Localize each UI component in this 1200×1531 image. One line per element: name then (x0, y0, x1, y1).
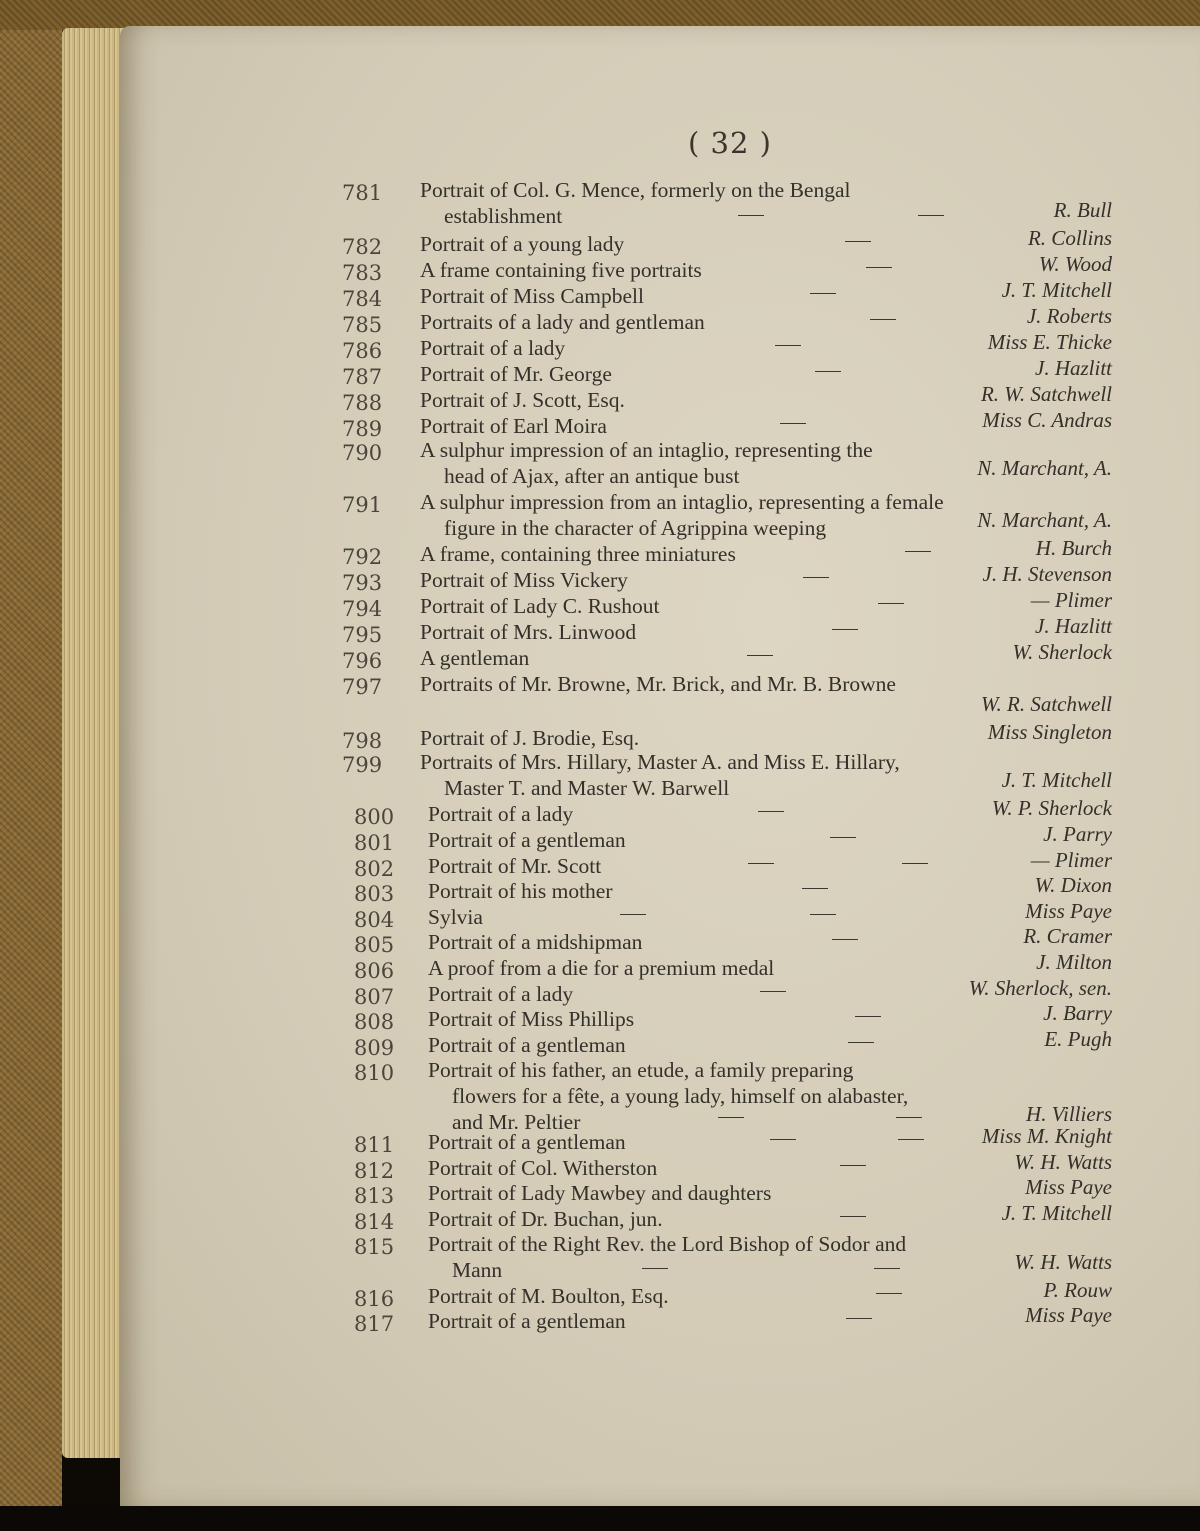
entry-title: Portrait of Dr. Buchan, jun. (428, 1207, 663, 1231)
leader-dash (846, 1318, 872, 1319)
leader-dash (780, 423, 806, 424)
entry-artist: R. Cramer (1023, 924, 1112, 948)
leader-dash (866, 267, 892, 268)
entry-number: 811 (354, 1133, 395, 1157)
entry-artist: J. Milton (1036, 950, 1112, 974)
entry-number: 793 (342, 571, 383, 595)
leader-dash (718, 1117, 744, 1118)
entry-title: Portraits of Mrs. Hillary, Master A. and Miss E. Hillary, (420, 750, 900, 774)
entry-artist: N. Marchant, A. (977, 508, 1112, 532)
entry-artist: W. H. Watts (1014, 1250, 1112, 1274)
entry-title: Portrait of M. Boulton, Esq. (428, 1284, 669, 1308)
leader-dash (758, 811, 784, 812)
entry-number: 797 (342, 675, 383, 699)
entry-number: 812 (354, 1159, 395, 1183)
entry-artist: W. H. Watts (1014, 1150, 1112, 1174)
leader-dash (918, 215, 944, 216)
entry-title: Portrait of Mrs. Linwood (420, 620, 637, 644)
entry-title: A proof from a die for a premium medal (428, 956, 775, 980)
entry-artist: Miss C. Andras (982, 408, 1112, 432)
entry-title: Portraits of Mr. Browne, Mr. Brick, and Mr. B. Browne (420, 672, 896, 696)
entry-number: 807 (354, 985, 395, 1009)
leader-dash (874, 1268, 900, 1269)
entry-number: 783 (342, 261, 383, 285)
entry-title: Portrait of Earl Moira (420, 414, 607, 438)
leader-dash (845, 241, 871, 242)
entry-number: 808 (354, 1010, 395, 1034)
entry-title: Portraits of a lady and gentleman (420, 310, 705, 334)
entry-number: 803 (354, 882, 395, 906)
entry-title: Portrait of a gentleman (428, 1130, 626, 1154)
entry-title: Portrait of a lady (428, 802, 574, 826)
entry-number: 798 (342, 729, 383, 753)
leader-dash (770, 1139, 796, 1140)
entry-title-continued: head of Ajax, after an antique bust (444, 464, 740, 488)
leader-dash (830, 837, 856, 838)
entry-title: Portrait of J. Scott, Esq. (420, 388, 625, 412)
entry-title: Portrait of Miss Campbell (420, 284, 644, 308)
leader-dash (848, 1042, 874, 1043)
entry-artist: — Plimer (1030, 848, 1112, 872)
leader-dash (905, 551, 931, 552)
entry-number: 814 (354, 1210, 395, 1234)
leader-dash (902, 863, 928, 864)
entry-number: 809 (354, 1036, 395, 1060)
leader-dash (870, 319, 896, 320)
entry-artist: Miss Paye (1025, 1303, 1112, 1327)
entry-artist: H. Villiers (1026, 1102, 1112, 1126)
entry-title: Portrait of Mr. Scott (428, 854, 602, 878)
entry-artist: R. Bull (1053, 198, 1112, 222)
entry-number: 786 (342, 339, 383, 363)
entry-title: Portrait of Miss Phillips (428, 1007, 635, 1031)
entry-title-continued: Master T. and Master W. Barwell (444, 776, 730, 800)
entry-number: 806 (354, 959, 395, 983)
entry-artist: Miss Paye (1025, 899, 1112, 923)
entry-number: 795 (342, 623, 383, 647)
leader-dash (832, 939, 858, 940)
entry-title-continued: and Mr. Peltier (452, 1110, 581, 1134)
entry-artist: J. T. Mitchell (1001, 768, 1112, 792)
entry-number: 813 (354, 1184, 395, 1208)
entry-number: 816 (354, 1287, 395, 1311)
entry-artist: W. Dixon (1034, 873, 1112, 897)
entry-title: Portrait of a gentleman (428, 1033, 626, 1057)
entry-title: A frame, containing three miniatures (420, 542, 736, 566)
entry-artist: J. T. Mitchell (1001, 278, 1112, 302)
entry-number: 791 (342, 493, 383, 517)
entry-artist: W. Sherlock (1012, 640, 1112, 664)
leader-dash (898, 1139, 924, 1140)
entry-number: 804 (354, 908, 395, 932)
entry-artist: R. Collins (1027, 226, 1112, 250)
entry-artist: P. Rouw (1043, 1278, 1112, 1302)
entry-artist: J. Roberts (1026, 304, 1112, 328)
leader-dash (748, 863, 774, 864)
leader-dash (810, 293, 836, 294)
entry-title: Portrait of Miss Vickery (420, 568, 628, 592)
entry-title-continued: figure in the character of Agrippina weeping (444, 516, 827, 540)
leader-dash (747, 655, 773, 656)
entry-number: 805 (354, 933, 395, 957)
entry-number: 782 (342, 235, 383, 259)
entry-artist: N. Marchant, A. (977, 456, 1112, 480)
entry-title: Portrait of a lady (420, 336, 566, 360)
entry-artist: Miss Singleton (987, 720, 1112, 744)
entry-artist: J. Parry (1043, 822, 1112, 846)
entry-title: Sylvia (428, 905, 483, 929)
leader-dash (840, 1216, 866, 1217)
entry-artist: — Plimer (1030, 588, 1112, 612)
entry-number: 810 (354, 1061, 395, 1085)
entry-artist: H. Burch (1035, 536, 1112, 560)
entry-title: Portrait of a midshipman (428, 930, 643, 954)
entry-artist: R. W. Satchwell (980, 382, 1112, 406)
leader-dash (738, 215, 764, 216)
entry-artist: W. R. Satchwell (980, 692, 1112, 716)
entry-title: Portrait of Col. Witherston (428, 1156, 658, 1180)
entry-artist: Miss E. Thicke (987, 330, 1112, 354)
entry-number: 815 (354, 1235, 395, 1259)
leader-dash (642, 1268, 668, 1269)
leader-dash (815, 371, 841, 372)
entry-number: 796 (342, 649, 383, 673)
entry-title: Portrait of a gentleman (428, 1309, 626, 1333)
leader-dash (896, 1117, 922, 1118)
entry-title: Portrait of his mother (428, 879, 613, 903)
entry-title: Portrait of Mr. George (420, 362, 612, 386)
entry-number: 801 (354, 831, 395, 855)
entry-artist: J. Hazlitt (1035, 356, 1112, 380)
entry-title-continued: establishment (444, 204, 563, 228)
entry-title-continued: flowers for a fête, a young lady, himself on alabaster, (452, 1084, 909, 1108)
entry-artist: W. P. Sherlock (991, 796, 1112, 820)
entry-title: A gentleman (420, 646, 530, 670)
leader-dash (876, 1293, 902, 1294)
entry-number: 784 (342, 287, 383, 311)
entry-number: 792 (342, 545, 383, 569)
leader-dash (832, 629, 858, 630)
entry-title: Portrait of his father, an etude, a family preparing (428, 1058, 854, 1082)
entry-number: 788 (342, 391, 383, 415)
leader-dash (760, 991, 786, 992)
entry-number: 781 (342, 181, 383, 205)
entry-title: Portrait of J. Brodie, Esq. (420, 726, 640, 750)
entry-title: Portrait of Lady C. Rushout (420, 594, 660, 618)
entry-number: 800 (354, 805, 395, 829)
entry-number: 787 (342, 365, 383, 389)
leader-dash (620, 914, 646, 915)
leader-dash (775, 345, 801, 346)
book-cover-spine (0, 0, 62, 1531)
leader-dash (810, 914, 836, 915)
entry-artist: E. Pugh (1044, 1027, 1112, 1051)
entry-title: A sulphur impression from an intaglio, representing a female (420, 490, 944, 514)
entry-artist: W. Wood (1038, 252, 1112, 276)
entry-artist: J. Barry (1043, 1001, 1112, 1025)
entry-number: 817 (354, 1312, 395, 1336)
entry-artist: W. Sherlock, sen. (968, 976, 1112, 1000)
entry-number: 785 (342, 313, 383, 337)
entry-title: Portrait of a young lady (420, 232, 625, 256)
entry-title: Portrait of the Right Rev. the Lord Bishop of Sodor and (428, 1232, 907, 1256)
entry-artist: J. T. Mitchell (1001, 1201, 1112, 1225)
entry-artist: Miss M. Knight (981, 1124, 1112, 1148)
entry-title: A sulphur impression of an intaglio, representing the (420, 438, 873, 462)
entry-number: 794 (342, 597, 383, 621)
entry-artist: Miss Paye (1025, 1175, 1112, 1199)
leader-dash (840, 1165, 866, 1166)
leader-dash (802, 888, 828, 889)
entry-number: 789 (342, 417, 383, 441)
entry-title: Portrait of a lady (428, 982, 574, 1006)
leader-dash (855, 1016, 881, 1017)
entry-artist: J. Hazlitt (1035, 614, 1112, 638)
entry-title: Portrait of Lady Mawbey and daughters (428, 1181, 772, 1205)
entry-title-continued: Mann (452, 1258, 503, 1282)
leader-dash (803, 577, 829, 578)
bottom-shadow (0, 1506, 1200, 1531)
entry-title: Portrait of Col. G. Mence, formerly on the Bengal (420, 178, 851, 202)
entry-title: A frame containing five portraits (420, 258, 702, 282)
page-number: ( 32 ) (688, 126, 772, 160)
entry-number: 802 (354, 857, 395, 881)
entry-number: 799 (342, 753, 383, 777)
leader-dash (878, 603, 904, 604)
entry-number: 790 (342, 441, 383, 465)
entry-title: Portrait of a gentleman (428, 828, 626, 852)
entry-artist: J. H. Stevenson (982, 562, 1112, 586)
